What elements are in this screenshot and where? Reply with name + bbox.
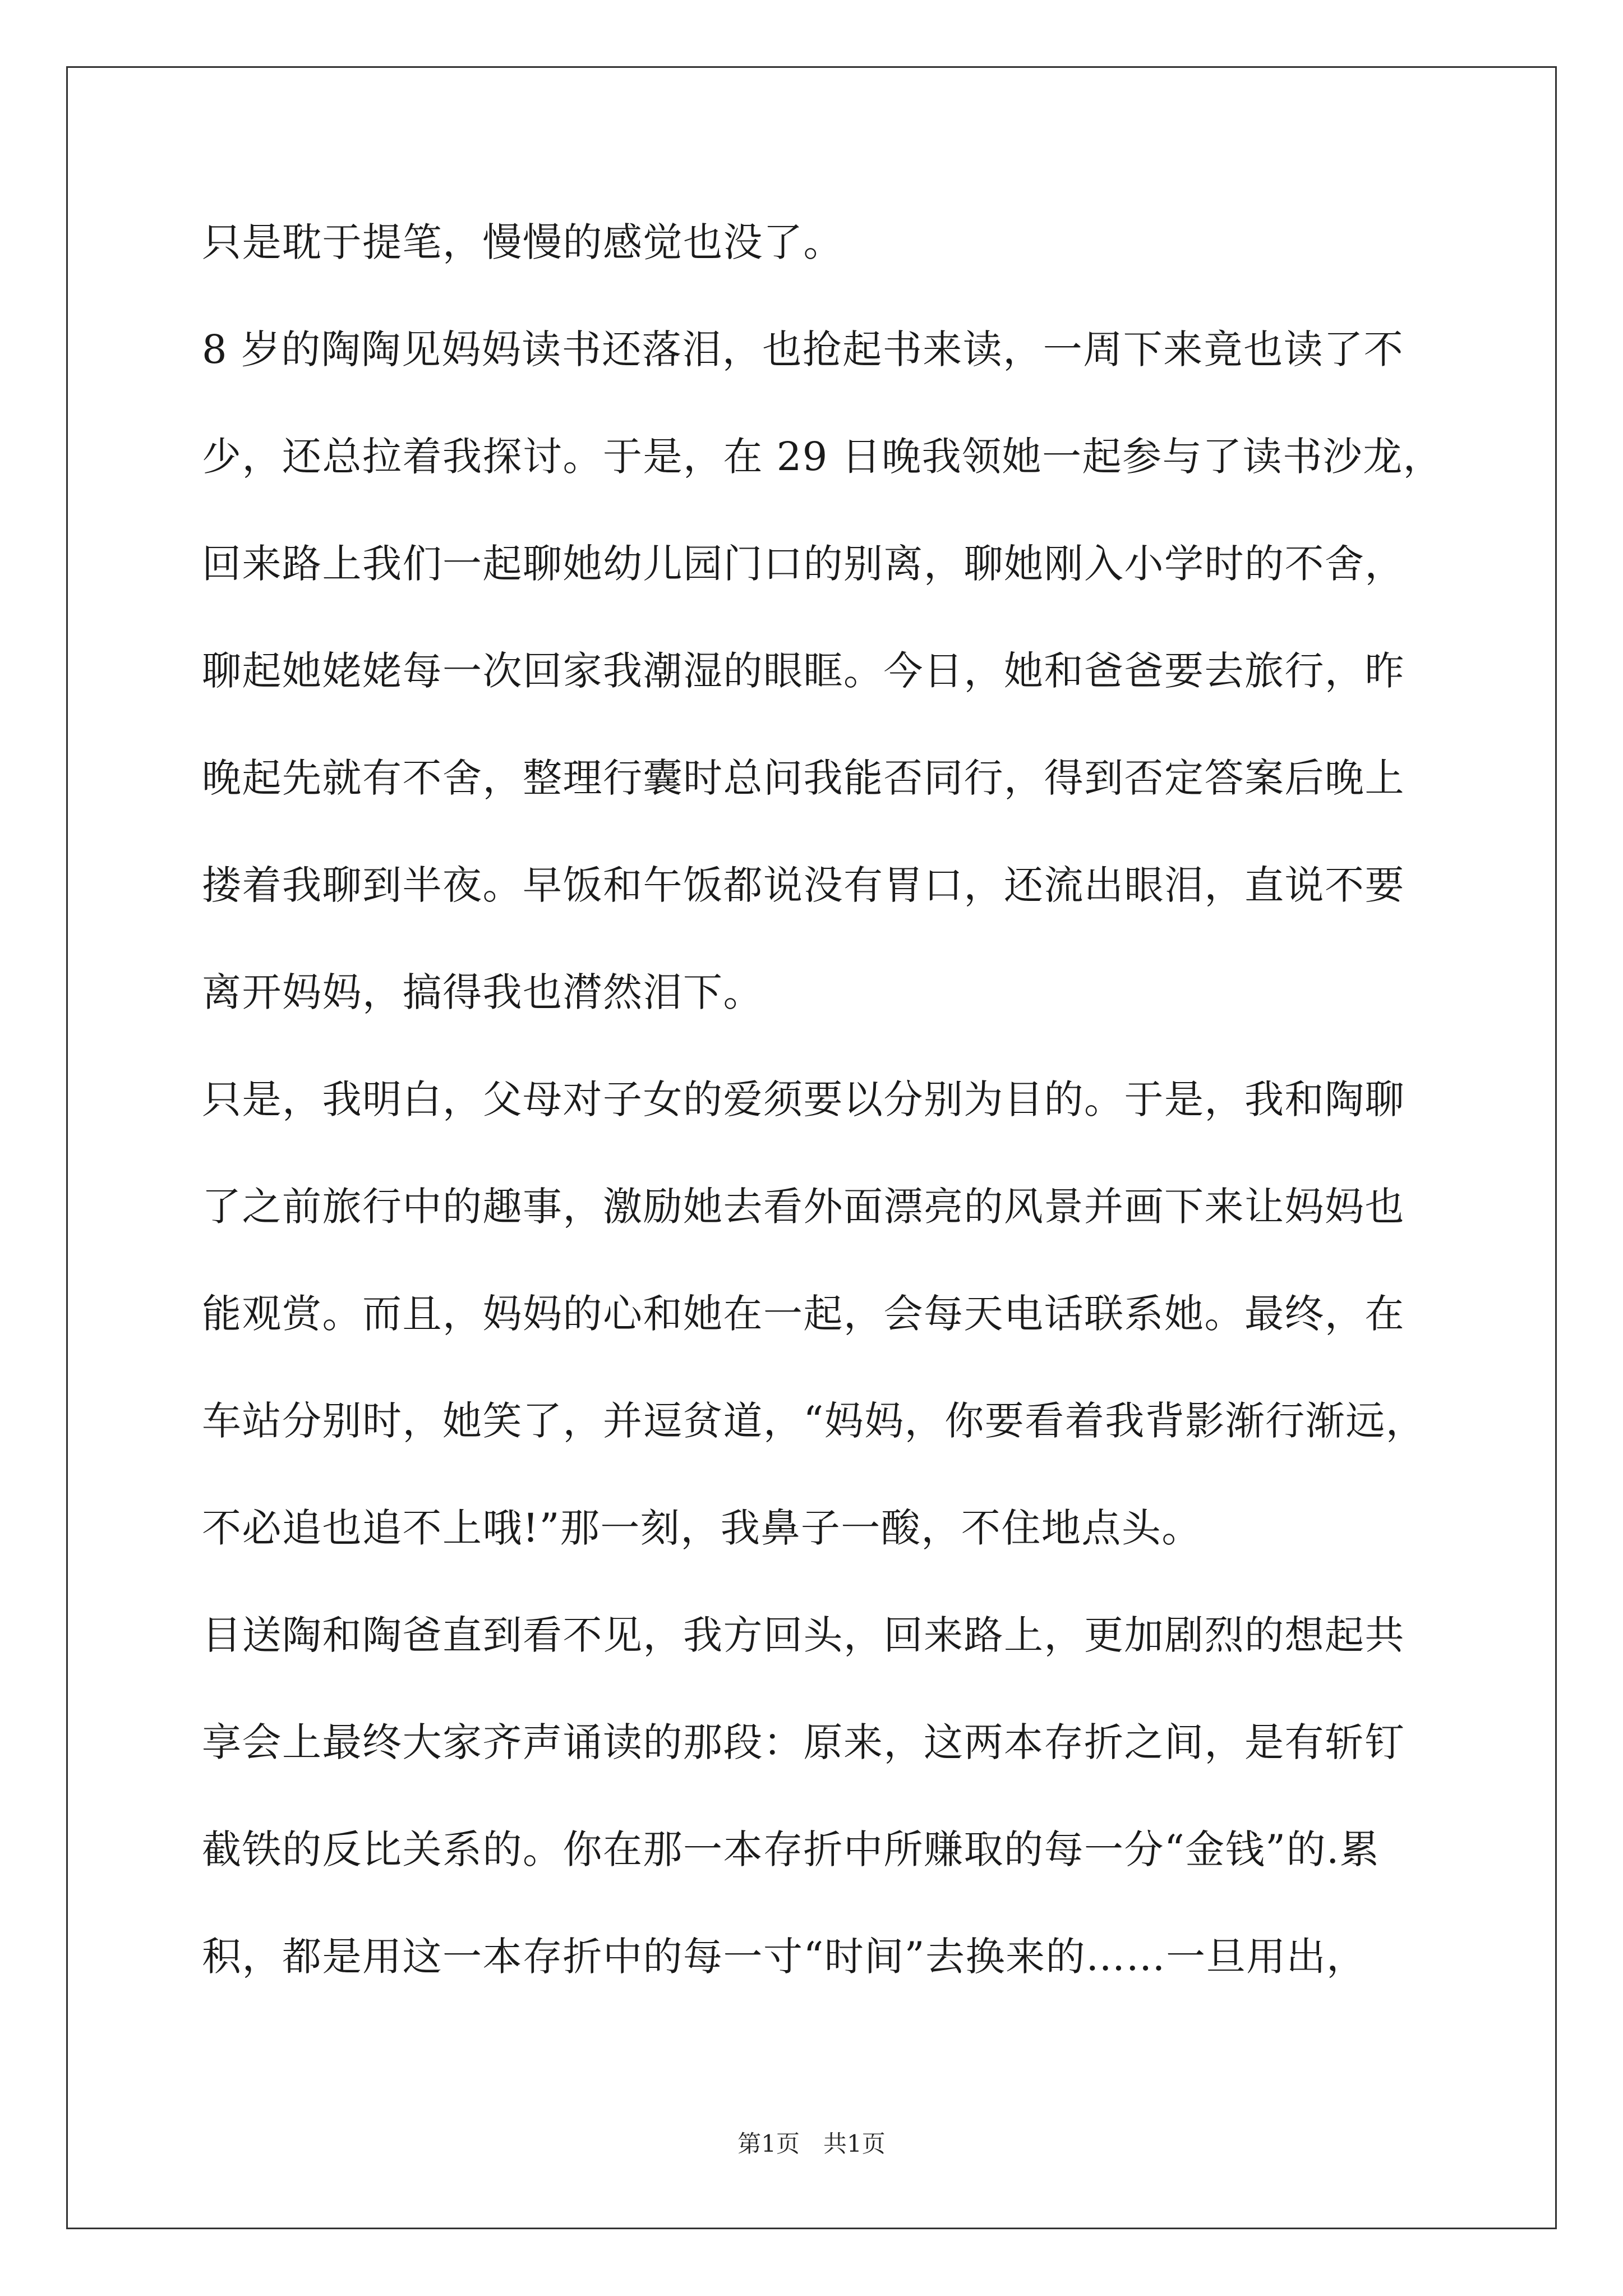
- text-line: 了之前旅行中的趣事，激励她去看外面漂亮的风景并画下来让妈妈也: [202, 1184, 1405, 1230]
- document-body: [202, 209, 1469, 2030]
- page-total: 共1页: [823, 2130, 886, 2157]
- text-line: 回来路上我们一起聊她幼儿园门口的别离，聊她刚入小学时的不舍，: [202, 541, 1405, 587]
- text-line: 车站分别时，她笑了，并逗贫道，“妈妈，你要看着我背影渐行渐远，: [202, 1398, 1426, 1444]
- text-line: 少，还总拉着我探讨。于是，在 29 日晚我领她一起参与了读书沙龙，: [202, 434, 1444, 480]
- text-line: 只是，我明白，父母对子女的爱须要以分别为目的。于是，我和陶聊: [202, 1076, 1405, 1122]
- text-line: 积，都是用这一本存折中的每一寸“时间”去换来的……一旦用出，: [202, 1934, 1367, 1980]
- text-line: 只是耽于提笔，慢慢的感觉也没了。: [202, 219, 843, 265]
- text-line: 搂着我聊到半夜。早饭和午饭都说没有胃口，还流出眼泪，直说不要: [202, 862, 1405, 908]
- page-footer: [0, 2127, 1623, 2161]
- text-line: 不必追也追不上哦!”那一刻，我鼻子一酸，不住地点头。: [202, 1505, 1202, 1551]
- text-line: 目送陶和陶爸直到看不见，我方回头，回来路上，更加剧烈的想起共: [202, 1612, 1405, 1658]
- text-line: 8 岁的陶陶见妈妈读书还落泪，也抢起书来读，一周下来竟也读了不: [202, 326, 1404, 372]
- text-line: 享会上最终大家齐声诵读的那段：原来，这两本存折之间，是有斩钉: [202, 1719, 1405, 1765]
- text-line: 能观赏。而且，妈妈的心和她在一起，会每天电话联系她。最终，在: [202, 1291, 1405, 1337]
- text-line: 截铁的反比关系的。你在那一本存折中所赚取的每一分“金钱”的.累: [202, 1826, 1380, 1872]
- text-line: 聊起她姥姥每一次回家我潮湿的眼眶。今日，她和爸爸要去旅行，昨: [202, 648, 1405, 694]
- page-number: 第1页: [737, 2130, 800, 2157]
- text-line: 晚起先就有不舍，整理行囊时总问我能否同行，得到否定答案后晚上: [202, 755, 1405, 801]
- text-line: 离开妈妈，搞得我也潸然泪下。: [202, 969, 763, 1015]
